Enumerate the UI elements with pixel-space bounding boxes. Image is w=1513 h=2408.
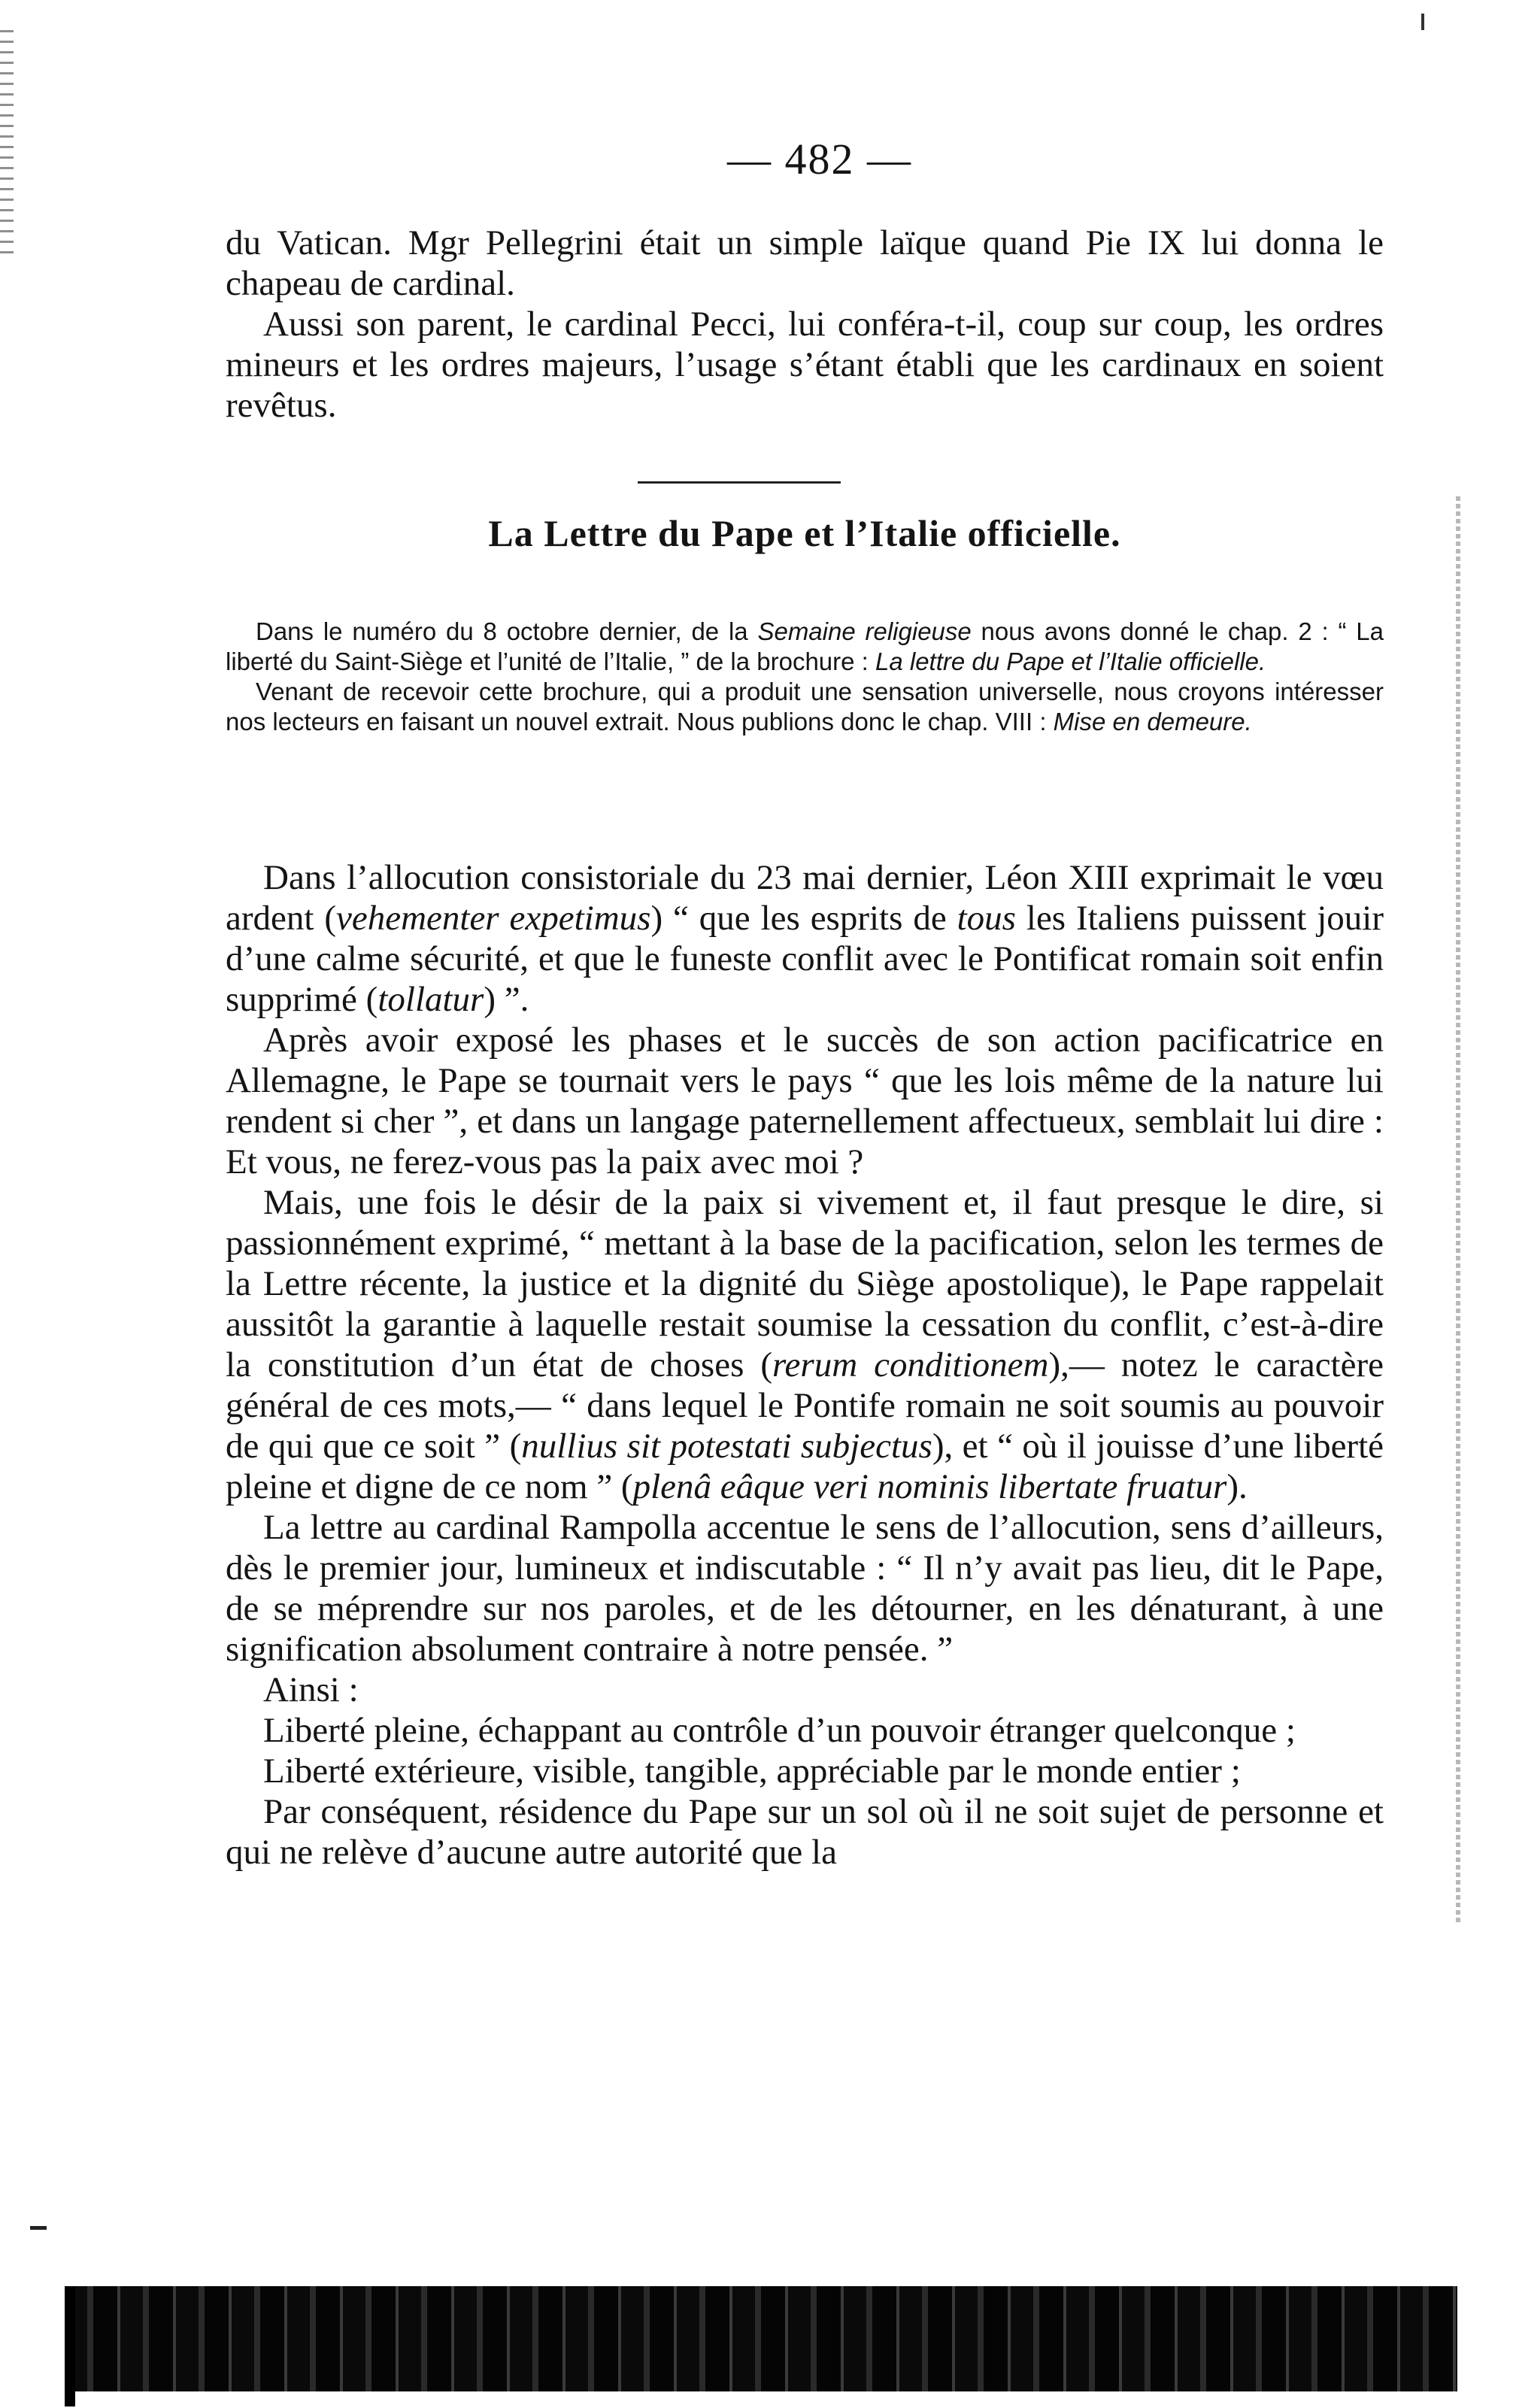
italic-run: tollatur xyxy=(377,980,484,1019)
section-divider xyxy=(638,481,841,484)
text-run: Dans l’allocution consistoriale du 23 mai dernier, Léon XIII exprimait le vœu ardent ( xyxy=(226,858,1384,938)
italic-run: rerum conditionem xyxy=(772,1345,1049,1384)
main-text xyxy=(226,857,1384,1873)
editorial-note xyxy=(226,617,1384,737)
main-paragraph xyxy=(226,857,1384,1020)
text-run: ),— notez le caractère général de ces mots,— “ dans lequel le Pontife romain ne soit soumis au pouvoir de qui que ce soit ” ( xyxy=(226,1345,1384,1466)
note-italic: La lettre du Pape et l’Italie officielle. xyxy=(875,647,1266,675)
scan-mark xyxy=(30,2226,47,2230)
main-paragraph: La lettre au cardinal Rampolla accentue le sens de l’allocution, sens d’ailleurs, dès le premier jour, lumineux et indiscutable : “ Il n’y avait pas lieu, dit le Pape, de se méprendre sur nos paroles, et de les détourner, en les dénaturant, à une signification absolument contraire à notre pensée. ” xyxy=(226,1508,1384,1669)
scan-speckle xyxy=(0,30,14,256)
scan-edge xyxy=(1456,496,1460,1925)
note-text: nous avons donné le chap. 2 : “ La liberté du Saint-Siège et l’unité de l’Italie, ” de la brochure : xyxy=(226,617,1384,675)
scan-bottom-edge xyxy=(65,2286,75,2406)
intro-paragraph: Aussi son parent, le cardinal Pecci, lui conféra-t-il, coup sur coup, les ordres mineurs et les ordres majeurs, l’usage s’étant établi que les cardinaux en soient revêtus. xyxy=(226,305,1384,425)
note-paragraph xyxy=(226,617,1384,677)
text-run: Mais, une fois le désir de la paix si vivement et, il faut presque le dire, si passionnément exprimé, “ mettant à la base de la pacification, selon les termes de la Lettre récente, la justice et la dignité du Siège apostolique), le Pape rappelait aussitôt la garantie à laquelle restait soumise la cessation du conflit, c’est-à-dire la constitution d’un état de choses ( xyxy=(226,1183,1384,1384)
main-paragraph: Ainsi : xyxy=(263,1670,359,1709)
note-text: Dans le numéro du 8 octobre dernier, de la xyxy=(256,617,758,645)
main-paragraph: Liberté extérieure, visible, tangible, appréciable par le monde entier ; xyxy=(263,1751,1241,1791)
italic-run: tous xyxy=(957,899,1016,938)
note-text: Venant de recevoir cette brochure, qui a produit une sensation universelle, nous croyons intéresser nos lecteurs en faisant un nouvel extrait. Nous publions donc le chap. VIII : xyxy=(226,678,1384,735)
intro-paragraph: du Vatican. Mgr Pellegrini était un simple laïque quand Pie IX lui donna le chapeau de cardinal. xyxy=(226,223,1384,303)
text-run: ), et “ où il jouisse d’une liberté pleine et digne de ce nom ” ( xyxy=(226,1427,1384,1506)
main-paragraph: Après avoir exposé les phases et le succès de son action pacificatrice en Allemagne, le Pape se tournait vers le pays “ que les lois même de la nature lui rendent si cher ”, et dans un langage paternellement affectueux, semblait lui dire : Et vous, ne ferez-vous pas la paix avec moi ? xyxy=(226,1021,1384,1181)
main-paragraph: Liberté pleine, échappant au contrôle d’un pouvoir étranger quelconque ; xyxy=(263,1711,1296,1750)
text-run: ). xyxy=(1226,1467,1248,1506)
text-run: les Italiens puissent jouir d’une calme sécurité, et que le funeste conflit avec le Pontificat romain soit enfin supprimé ( xyxy=(226,899,1384,1019)
text-run: ) “ que les esprits de xyxy=(650,899,957,938)
italic-run: vehementer expetimus xyxy=(336,899,651,938)
intro-text xyxy=(226,223,1384,426)
page-number: — 482 — xyxy=(727,135,912,183)
note-paragraph xyxy=(226,677,1384,737)
italic-run: plenâ eâque veri nominis libertate fruatur xyxy=(632,1467,1227,1506)
text-run: ) ”. xyxy=(484,980,529,1019)
scan-bottom-band xyxy=(65,2286,1457,2391)
note-italic: Semaine religieuse xyxy=(757,617,972,645)
main-paragraph: Par conséquent, résidence du Pape sur un sol où il ne soit sujet de personne et qui ne relève d’aucune autre autorité que la xyxy=(226,1792,1384,1872)
scan-mark xyxy=(1421,14,1424,30)
section-title: La Lettre du Pape et l’Italie officielle. xyxy=(488,512,1121,554)
italic-run: nullius sit potestati subjectus xyxy=(521,1427,932,1466)
note-italic: Mise en demeure. xyxy=(1053,708,1252,735)
main-paragraph xyxy=(226,1182,1384,1507)
